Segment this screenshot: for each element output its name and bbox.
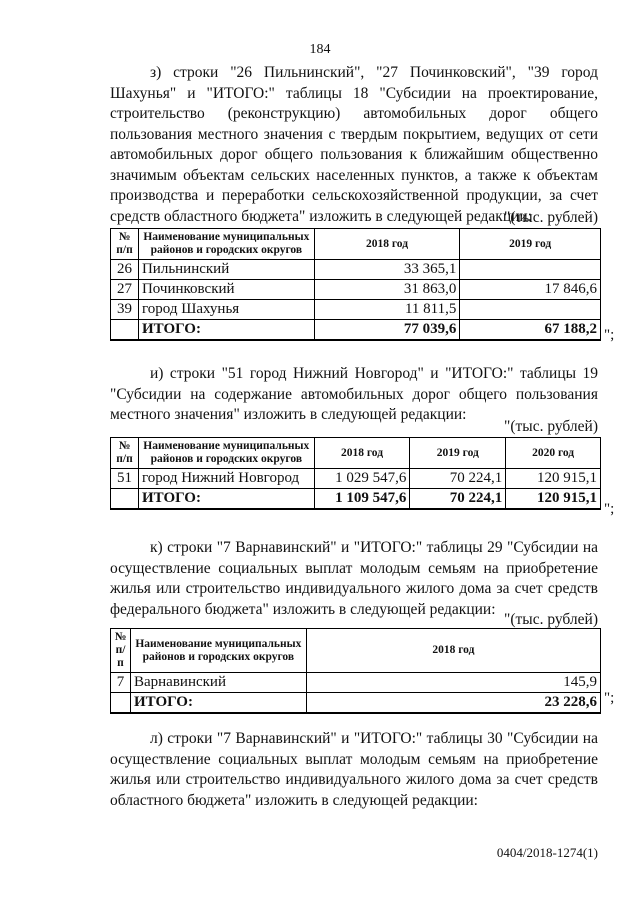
table-row bbox=[111, 280, 601, 300]
page-number: 184 bbox=[309, 42, 331, 57]
total-2018: 1 109 547,6 bbox=[314, 489, 410, 510]
row-name: город Нижний Новгород bbox=[138, 469, 314, 489]
row-number: 7 bbox=[111, 673, 131, 693]
section-i-text: и) строки "51 город Нижний Новгород" и "ИТОГО:" таблицы 19 "Субсидии на содержание автомобильных дорог общего пользования местного значения" изложить в следующей редакции: bbox=[110, 365, 598, 423]
row-number: 39 bbox=[111, 300, 139, 320]
table-row bbox=[111, 300, 601, 320]
col-header-number: № п/п bbox=[111, 438, 139, 469]
section-k-unit: "(тыс. рублей) bbox=[504, 611, 598, 628]
col-header-2019: 2019 год bbox=[460, 229, 601, 260]
row-2019: 70 224,1 bbox=[410, 469, 506, 489]
total-2020: 120 915,1 bbox=[506, 489, 601, 510]
col-header-2019: 2019 год bbox=[410, 438, 506, 469]
table-header-row bbox=[111, 229, 601, 260]
section-i-close-quote: "; bbox=[604, 501, 615, 517]
col-header-2018: 2018 год bbox=[314, 229, 460, 260]
total-2018: 77 039,6 bbox=[314, 320, 460, 341]
row-2019 bbox=[460, 260, 601, 280]
total-2019: 67 188,2 bbox=[460, 320, 601, 341]
col-header-number: № п/п bbox=[111, 629, 131, 673]
section-i-unit: "(тыс. рублей) bbox=[504, 418, 598, 435]
table-row bbox=[111, 260, 601, 280]
row-2020: 120 915,1 bbox=[506, 469, 601, 489]
col-header-2018: 2018 год bbox=[314, 438, 410, 469]
row-name: город Шахунья bbox=[138, 300, 314, 320]
col-header-2018: 2018 год bbox=[306, 629, 600, 673]
section-z-unit: "(тыс. рублей) bbox=[504, 209, 598, 226]
row-number: 51 bbox=[111, 469, 139, 489]
row-name: Пильнинский bbox=[138, 260, 314, 280]
table-18 bbox=[110, 228, 601, 341]
row-name: Варнавинский bbox=[130, 673, 306, 693]
col-header-2020: 2020 год bbox=[506, 438, 601, 469]
section-l-text: л) строки "7 Варнавинский" и "ИТОГО:" таблицы 30 "Субсидии на осуществление социальных выплат молодым семьям на приобретение жилья или строительство индивидуального жилого дома за счет средств областного бюджета" изложить в следующей редакции: bbox=[110, 730, 598, 809]
section-k-text: к) строки "7 Варнавинский" и "ИТОГО:" таблицы 29 "Субсидии на осуществление социальных выплат молодым семьям на приобретение жилья или строительство индивидуального жилого дома за счет средств федерального бюджета" изложить в следующей редакции: bbox=[110, 539, 598, 618]
col-header-name: Наименование муниципальных районов и городских округов bbox=[130, 629, 306, 673]
row-2018: 33 365,1 bbox=[314, 260, 460, 280]
table-row bbox=[111, 673, 601, 693]
table-total-row bbox=[111, 489, 601, 510]
table-19 bbox=[110, 437, 601, 510]
row-2018: 1 029 547,6 bbox=[314, 469, 410, 489]
row-2018: 11 811,5 bbox=[314, 300, 460, 320]
row-2018: 145,9 bbox=[306, 673, 600, 693]
row-number: 26 bbox=[111, 260, 139, 280]
total-label: ИТОГО: bbox=[138, 320, 314, 341]
table-29 bbox=[110, 628, 601, 714]
table-header-row bbox=[111, 438, 601, 469]
table-header-row bbox=[111, 629, 601, 673]
row-2019: 17 846,6 bbox=[460, 280, 601, 300]
row-number: 27 bbox=[111, 280, 139, 300]
col-header-number: № п/п bbox=[111, 229, 139, 260]
total-label: ИТОГО: bbox=[138, 489, 314, 510]
total-2019: 70 224,1 bbox=[410, 489, 506, 510]
section-z-close-quote: "; bbox=[604, 327, 615, 343]
total-2018: 23 228,6 bbox=[306, 693, 600, 714]
table-total-row bbox=[111, 320, 601, 341]
table-total-row bbox=[111, 693, 601, 714]
document-code: 0404/2018-1274(1) bbox=[496, 845, 598, 860]
col-header-name: Наименование муниципальных районов и городских округов bbox=[138, 438, 314, 469]
section-k-close-quote: "; bbox=[604, 690, 615, 706]
row-2019 bbox=[460, 300, 601, 320]
row-name: Починковский bbox=[138, 280, 314, 300]
col-header-name: Наименование муниципальных районов и городских округов bbox=[138, 229, 314, 260]
row-2018: 31 863,0 bbox=[314, 280, 460, 300]
section-z-text: з) строки "26 Пильнинский", "27 Починковский", "39 город Шахунья" и "ИТОГО:" таблицы 18 "Субсидии на проектирование, строительство (реконструкцию) автомобильных дорог общего пользования местного значения с твердым покрытием, ведущих от сети автомобильных дорог общего пользования к ближайшим общественно значимым объектам сельских населенных пунктов, а также к объектам производства и переработки сельскохозяйственной продукции, за счет средств областного бюджета" изложить в следующей редакции: bbox=[110, 64, 598, 225]
table-row bbox=[111, 469, 601, 489]
total-label: ИТОГО: bbox=[130, 693, 306, 714]
